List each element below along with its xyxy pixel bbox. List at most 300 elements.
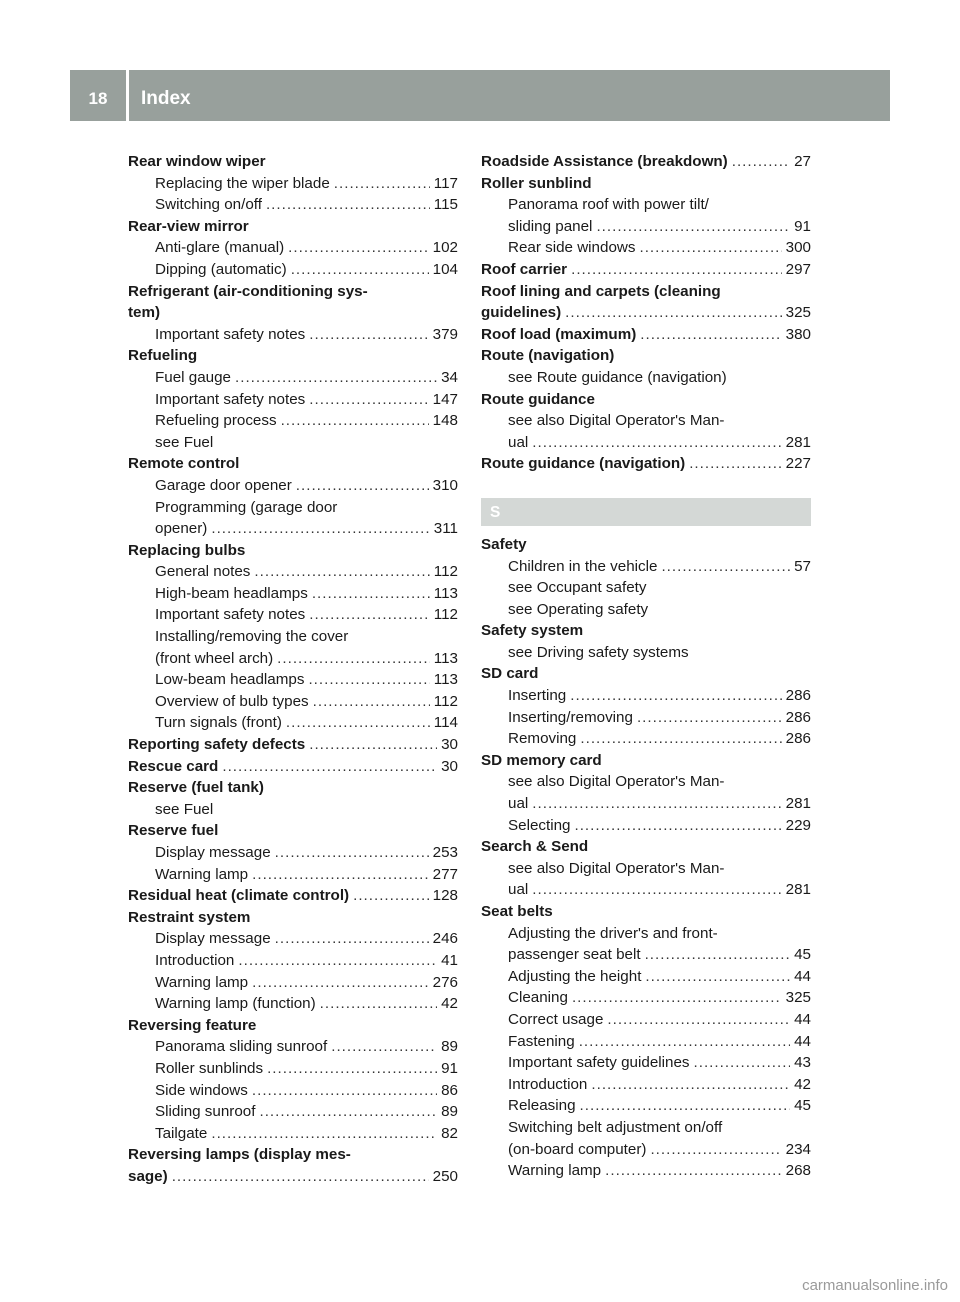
dot-leader [254, 561, 429, 583]
index-subentry [481, 944, 811, 966]
entry-text: General notes [155, 563, 251, 581]
entry-text: Rescue card [128, 757, 219, 775]
page-reference: 310 [432, 476, 458, 494]
dot-leader [222, 756, 437, 778]
index-keyword [481, 901, 811, 923]
index-subentry [128, 1101, 458, 1123]
index-subentry [481, 216, 811, 238]
dot-leader [252, 972, 429, 994]
entry-text: Safety [481, 535, 527, 553]
page-reference: 113 [433, 671, 458, 689]
entry-text: Warning lamp [155, 865, 249, 883]
entry-text: Display message [155, 844, 271, 861]
index-subentry [481, 987, 811, 1009]
page-reference: 379 [432, 325, 458, 343]
page-reference: 286 [785, 730, 811, 748]
page-reference: 311 [433, 520, 458, 538]
entry-text: Search & Send [481, 838, 589, 856]
page-reference: 42 [794, 1075, 811, 1093]
entry-text: Panorama roof with power tilt/ [508, 196, 709, 214]
index-subentry [128, 842, 458, 864]
index-keyword [481, 389, 811, 411]
index-subentry [128, 497, 458, 519]
dot-leader [571, 259, 782, 281]
dot-leader [596, 216, 790, 238]
dot-leader [532, 793, 781, 815]
index-subentry [128, 561, 458, 583]
index-subentry [128, 475, 458, 497]
dot-leader [334, 173, 430, 195]
entry-text: Reversing lamps (display mes- [128, 1146, 351, 1164]
page-reference: 114 [433, 714, 458, 732]
page-reference: 41 [441, 951, 458, 969]
dot-leader [532, 879, 781, 901]
index-subentry [481, 1095, 811, 1117]
dot-leader [532, 432, 781, 454]
entry-text: Seat belts [481, 903, 553, 920]
entry-text: Programming (garage door [155, 498, 338, 516]
page-reference: 281 [785, 881, 811, 899]
index-subentry [128, 626, 458, 648]
page-reference: 250 [432, 1167, 458, 1185]
dot-leader [309, 324, 428, 346]
dot-leader [296, 475, 429, 497]
entry-text: Replacing bulbs [128, 541, 246, 559]
page-reference: 44 [794, 1010, 811, 1028]
index-keyword [481, 663, 811, 685]
entry-text: Rear window wiper [128, 153, 266, 170]
index-subentry [128, 712, 458, 734]
dot-leader [353, 885, 429, 907]
entry-text: Refueling process [155, 412, 277, 430]
index-subentry [128, 1036, 458, 1058]
index-subentry [481, 966, 811, 988]
section-letter-header: S [481, 498, 811, 526]
entry-text: Children in the vehicle [508, 557, 658, 575]
dot-leader [572, 987, 782, 1009]
entry-text: Garage door opener [155, 476, 292, 494]
index-keyword [128, 216, 458, 238]
entry-text: Switching belt adjustment on/off [508, 1118, 723, 1136]
entry-text: (front wheel arch) [155, 649, 274, 667]
index-keyword [481, 302, 811, 324]
page-reference: 86 [441, 1081, 458, 1099]
page-reference: 30 [441, 757, 458, 775]
page-reference: 234 [785, 1140, 811, 1158]
index-subentry [128, 1058, 458, 1080]
dot-leader [580, 1095, 791, 1117]
index-subentry [481, 793, 811, 815]
entry-text: see Operating safety [508, 600, 649, 618]
page-reference: 91 [441, 1059, 458, 1077]
index-keyword [481, 836, 811, 858]
index-subentry [128, 799, 458, 821]
entry-text: Introduction [155, 951, 235, 969]
entry-text: Side windows [155, 1081, 248, 1099]
page-reference: 45 [794, 1097, 811, 1115]
entry-text: Roadside Assistance (breakdown) [481, 153, 728, 170]
index-keyword [481, 453, 811, 475]
dot-leader [308, 669, 429, 691]
page-reference: 89 [441, 1103, 458, 1121]
dot-leader [694, 1052, 791, 1074]
index-keyword [128, 885, 458, 907]
index-keyword [128, 777, 458, 799]
entry-text: sage) [128, 1167, 168, 1185]
entry-text: Inserting [508, 687, 567, 705]
dot-leader [281, 410, 429, 432]
page-reference: 147 [432, 390, 458, 408]
entry-text: Route guidance (navigation) [481, 455, 686, 473]
index-subentry [481, 879, 811, 901]
index-subentry [128, 432, 458, 454]
page-reference: 27 [794, 153, 811, 170]
page-reference: 253 [432, 844, 458, 861]
page-reference: 112 [433, 563, 458, 581]
entry-text: Switching on/off [155, 196, 262, 214]
index-column-right [481, 151, 811, 1182]
entry-text: Low-beam headlamps [155, 671, 305, 689]
index-subentry [481, 642, 811, 664]
index-keyword [481, 173, 811, 195]
entry-text: Display message [155, 930, 271, 948]
page-title: Index [141, 88, 191, 109]
dot-leader [259, 1101, 437, 1123]
entry-text: Refrigerant (air-conditioning sys- [128, 282, 368, 300]
header-divider [126, 70, 129, 121]
index-subentry [481, 237, 811, 259]
index-keyword [481, 534, 811, 556]
dot-leader [650, 1139, 781, 1161]
entry-text: Important safety guidelines [508, 1054, 690, 1072]
entry-text: Route guidance [481, 390, 595, 408]
page-reference: 268 [785, 1162, 811, 1180]
entry-text: Fuel gauge [155, 368, 231, 386]
index-subentry [128, 1123, 458, 1145]
index-keyword [128, 345, 458, 367]
entry-text: Roof carrier [481, 260, 568, 278]
entry-text: see Fuel [155, 433, 214, 451]
dot-leader [574, 815, 781, 837]
entry-text: ual [508, 795, 529, 813]
page-reference: 325 [785, 304, 811, 322]
index-subentry [128, 173, 458, 195]
page-reference: 30 [441, 736, 458, 754]
page-reference: 297 [785, 260, 811, 278]
index-subentry [481, 815, 811, 837]
entry-text: sliding panel [508, 217, 593, 235]
page-reference: 102 [432, 239, 458, 257]
entry-text: passenger seat belt [508, 946, 641, 964]
index-keyword [128, 281, 458, 303]
dot-leader [570, 685, 781, 707]
dot-leader [275, 928, 429, 950]
entry-text: see Driving safety systems [508, 643, 689, 661]
dot-leader [607, 1009, 790, 1031]
page-reference: 276 [432, 973, 458, 991]
page-reference: 117 [433, 174, 458, 192]
dot-leader [275, 842, 429, 864]
entry-text: ual [508, 433, 529, 451]
entry-text: (on-board computer) [508, 1140, 647, 1158]
entry-text: Panorama sliding sunroof [155, 1038, 328, 1056]
page-reference: 246 [432, 930, 458, 948]
entry-text: Turn signals (front) [155, 714, 282, 732]
index-subentry [128, 691, 458, 713]
index-subentry [481, 432, 811, 454]
index-keyword [128, 302, 458, 324]
index-keyword [481, 620, 811, 642]
entry-text: Reserve (fuel tank) [128, 779, 264, 797]
dot-leader [266, 194, 430, 216]
dot-leader [267, 1058, 437, 1080]
index-keyword [128, 1015, 458, 1037]
index-subentry [128, 972, 458, 994]
entry-text: Important safety notes [155, 325, 306, 343]
index-keyword [128, 151, 458, 173]
entry-text: Warning lamp (function) [155, 995, 316, 1013]
dot-leader [309, 604, 430, 626]
page-reference: 300 [785, 239, 811, 257]
index-subentry [481, 685, 811, 707]
entry-text: Warning lamp [508, 1162, 602, 1180]
dot-leader [645, 944, 791, 966]
page-reference: 325 [785, 989, 811, 1007]
index-subentry [128, 259, 458, 281]
index-subentry [128, 583, 458, 605]
page-reference: 380 [785, 325, 811, 343]
page-reference: 82 [441, 1124, 458, 1142]
index-subentry [128, 648, 458, 670]
index-subentry [128, 518, 458, 540]
entry-text: Anti-glare (manual) [155, 239, 285, 257]
dot-leader [320, 993, 437, 1015]
dot-leader [286, 712, 430, 734]
entry-text: High-beam headlamps [155, 584, 308, 602]
index-subentry [128, 389, 458, 411]
entry-text: Cleaning [508, 989, 568, 1007]
index-keyword [481, 750, 811, 772]
entry-text: SD memory card [481, 751, 602, 769]
index-subentry [128, 237, 458, 259]
index-keyword [481, 281, 811, 303]
index-subentry [481, 858, 811, 880]
entry-text: Tailgate [155, 1124, 208, 1142]
dot-leader [291, 259, 429, 281]
entry-text: Releasing [508, 1097, 576, 1115]
dot-leader [331, 1036, 437, 1058]
index-keyword [481, 345, 811, 367]
index-subentry [128, 367, 458, 389]
page-reference: 281 [785, 795, 811, 813]
page-reference: 113 [433, 584, 458, 602]
page-reference: 277 [432, 865, 458, 883]
entry-text: SD card [481, 665, 539, 683]
index-keyword [481, 151, 811, 173]
dot-leader [211, 1123, 437, 1145]
entry-text: see Occupant safety [508, 579, 647, 597]
index-subentry [128, 993, 458, 1015]
index-subentry [128, 928, 458, 950]
page-reference: 229 [785, 816, 811, 834]
dot-leader [661, 556, 790, 578]
dot-leader [288, 237, 429, 259]
page-reference: 286 [785, 687, 811, 705]
dot-leader [252, 1080, 437, 1102]
entry-text: Installing/removing the cover [155, 628, 349, 646]
dot-leader [312, 583, 430, 605]
index-subentry [481, 1074, 811, 1096]
index-subentry [128, 324, 458, 346]
page-reference: 115 [433, 196, 458, 214]
index-subentry [481, 707, 811, 729]
index-subentry [128, 669, 458, 691]
index-column-left [128, 151, 458, 1188]
dot-leader [637, 707, 782, 729]
dot-leader [235, 367, 437, 389]
entry-text: ual [508, 881, 529, 899]
entry-text: Sliding sunroof [155, 1103, 256, 1121]
entry-text: Reversing feature [128, 1016, 257, 1034]
page-reference: 112 [433, 692, 458, 710]
entry-text: guidelines) [481, 304, 562, 322]
entry-text: Refueling [128, 347, 198, 365]
entry-text: see also Digital Operator's Man- [508, 859, 725, 877]
index-keyword [128, 540, 458, 562]
page-reference: 112 [433, 606, 458, 624]
page-reference: 44 [794, 967, 811, 985]
index-subentry [481, 1052, 811, 1074]
index-subentry [128, 864, 458, 886]
page-reference: 34 [441, 368, 458, 386]
watermark: carmanualsonline.info [802, 1277, 948, 1294]
index-keyword [128, 1144, 458, 1166]
page-reference: 148 [432, 412, 458, 430]
dot-leader [277, 648, 430, 670]
entry-text: Removing [508, 730, 577, 748]
page-reference: 113 [433, 649, 458, 667]
dot-leader [591, 1074, 790, 1096]
page-reference: 45 [794, 946, 811, 964]
dot-leader [172, 1166, 429, 1188]
index-subentry [481, 771, 811, 793]
dot-leader [309, 389, 428, 411]
dot-leader [639, 237, 781, 259]
index-subentry [481, 599, 811, 621]
dot-leader [645, 966, 790, 988]
index-subentry [481, 923, 811, 945]
entry-text: Correct usage [508, 1010, 604, 1028]
index-subentry [481, 1160, 811, 1182]
index-subentry [481, 1031, 811, 1053]
dot-leader [565, 302, 781, 324]
entry-text: Roller sunblind [481, 174, 592, 192]
dot-leader [238, 950, 437, 972]
entry-text: Selecting [508, 816, 571, 834]
page-number: 18 [88, 89, 108, 108]
index-subentry [481, 1139, 811, 1161]
entry-text: Dipping (automatic) [155, 260, 287, 278]
page-reference: 57 [794, 557, 811, 575]
entry-text: Reserve fuel [128, 822, 219, 840]
entry-text: Adjusting the height [508, 967, 642, 985]
index-subentry [128, 194, 458, 216]
entry-text: Roof lining and carpets (cleaning [481, 282, 721, 300]
entry-text: Introduction [508, 1075, 588, 1093]
dot-leader [579, 1031, 790, 1053]
index-subentry [481, 194, 811, 216]
index-keyword [128, 907, 458, 929]
index-subentry [128, 1080, 458, 1102]
dot-leader [252, 864, 429, 886]
page-reference: 91 [794, 217, 811, 235]
entry-text: Adjusting the driver's and front- [508, 924, 718, 942]
entry-text: Replacing the wiper blade [155, 174, 330, 192]
index-keyword [128, 756, 458, 778]
dot-leader [605, 1160, 782, 1182]
index-subentry [481, 1117, 811, 1139]
entry-text: Important safety notes [155, 390, 306, 408]
entry-text: opener) [155, 520, 208, 538]
entry-text: Safety system [481, 622, 584, 640]
page-reference: 227 [785, 455, 811, 473]
index-keyword [128, 1166, 458, 1188]
index-subentry [128, 950, 458, 972]
entry-text: see Fuel [155, 800, 214, 818]
entry-text: Rear side windows [508, 239, 636, 257]
index-subentry [481, 367, 811, 389]
page-header [70, 70, 890, 121]
page-reference: 281 [785, 433, 811, 451]
entry-text: Restraint system [128, 908, 251, 926]
entry-text: see also Digital Operator's Man- [508, 773, 725, 791]
entry-text: Rear-view mirror [128, 217, 249, 235]
page-reference: 42 [441, 995, 458, 1013]
index-subentry [481, 410, 811, 432]
index-subentry [481, 577, 811, 599]
entry-text: see Route guidance (navigation) [508, 368, 727, 386]
index-keyword [481, 259, 811, 281]
entry-text: Inserting/removing [508, 708, 633, 726]
entry-text: see also Digital Operator's Man- [508, 412, 725, 430]
index-subentry [128, 410, 458, 432]
entry-text: Warning lamp [155, 973, 249, 991]
entry-text: Roller sunblinds [155, 1059, 264, 1077]
entry-text: tem) [128, 304, 161, 322]
entry-text: Remote control [128, 455, 240, 473]
dot-leader [309, 734, 437, 756]
index-keyword [128, 820, 458, 842]
index-keyword [128, 734, 458, 756]
index-keyword [481, 324, 811, 346]
index-subentry [128, 604, 458, 626]
entry-text: Residual heat (climate control) [128, 887, 350, 905]
index-subentry [481, 728, 811, 750]
page-reference: 128 [432, 887, 458, 905]
page-reference: 43 [794, 1054, 811, 1072]
dot-leader [211, 518, 429, 540]
entry-text: Reporting safety defects [128, 736, 306, 754]
dot-leader [732, 151, 790, 173]
entry-text: Overview of bulb types [155, 692, 309, 710]
page-reference: 89 [441, 1038, 458, 1056]
dot-leader [640, 324, 781, 346]
index-subentry [481, 556, 811, 578]
page-reference: 44 [794, 1032, 811, 1050]
index-subentry [481, 1009, 811, 1031]
dot-leader [689, 453, 781, 475]
entry-text: Route (navigation) [481, 347, 615, 365]
